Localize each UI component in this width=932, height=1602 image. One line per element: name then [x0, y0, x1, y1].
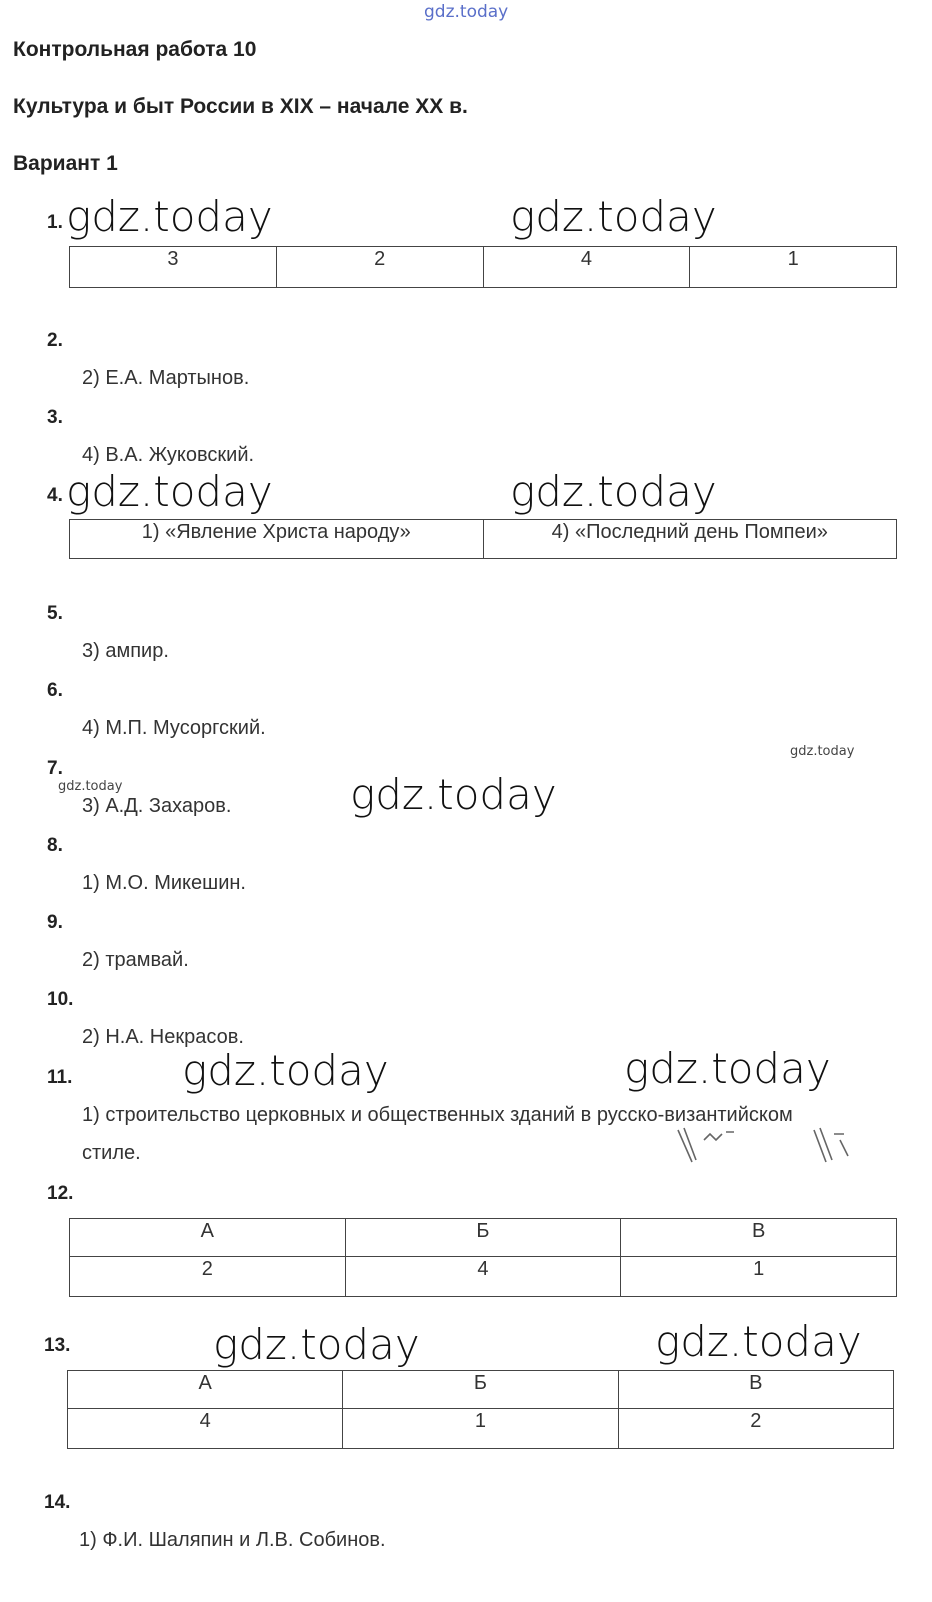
question-number-6: 6.: [47, 680, 63, 701]
watermark-big: gdz.today: [182, 1046, 389, 1095]
table-cell: 3: [70, 247, 277, 288]
answer-table-4: [69, 519, 897, 559]
watermark-big: gdz.today: [510, 192, 717, 241]
table-header-cell: А: [70, 1219, 346, 1257]
table-cell: 4: [345, 1257, 621, 1297]
question-number-13: 13.: [44, 1335, 71, 1356]
answer-text-5: 3) ампир.: [82, 640, 169, 662]
page-title: Контрольная работа 10: [13, 38, 257, 61]
table-cell: 2: [70, 1257, 346, 1297]
watermark-big: gdz.today: [655, 1317, 862, 1366]
table-header-cell: А: [68, 1371, 343, 1409]
table-header-cell: В: [618, 1371, 893, 1409]
answer-text-11-line2: стиле.: [82, 1142, 141, 1164]
question-number-5: 5.: [47, 603, 63, 624]
question-number-8: 8.: [47, 835, 63, 856]
question-number-1: 1.: [47, 212, 63, 233]
variant-label: Вариант 1: [13, 152, 118, 175]
answer-text-8: 1) М.О. Микешин.: [82, 872, 246, 894]
answer-text-10: 2) Н.А. Некрасов.: [82, 1026, 244, 1048]
watermark-big: gdz.today: [66, 192, 273, 241]
watermark-big: gdz.today: [66, 467, 273, 516]
scribble-mark: [674, 1122, 854, 1168]
answer-text-6: 4) М.П. Мусоргский.: [82, 717, 266, 739]
watermark-top: gdz.today: [424, 2, 509, 22]
table-header-cell: Б: [345, 1219, 621, 1257]
question-number-11: 11.: [47, 1067, 73, 1088]
question-number-14: 14.: [44, 1492, 71, 1513]
watermark-big: gdz.today: [510, 467, 717, 516]
table-header-cell: Б: [343, 1371, 618, 1409]
table-cell: 1: [343, 1409, 618, 1449]
table-cell: 2: [618, 1409, 893, 1449]
watermark-big: gdz.today: [624, 1044, 831, 1093]
answer-text-2: 2) Е.А. Мартынов.: [82, 367, 250, 389]
table-cell: 1: [690, 247, 897, 288]
question-number-12: 12.: [47, 1183, 74, 1204]
answer-text-3: 4) В.А. Жуковский.: [82, 444, 255, 466]
answer-text-14: 1) Ф.И. Шаляпин и Л.В. Собинов.: [79, 1529, 386, 1551]
table-cell: 1: [621, 1257, 897, 1297]
question-number-7: 7.: [47, 758, 63, 779]
question-number-4: 4.: [47, 485, 63, 506]
answer-text-7: 3) А.Д. Захаров.: [82, 795, 232, 817]
question-number-9: 9.: [47, 912, 63, 933]
answer-table-13: [67, 1370, 894, 1449]
question-number-2: 2.: [47, 330, 63, 351]
table-cell: 4: [483, 247, 690, 288]
watermark-small: gdz.today: [58, 779, 123, 794]
answer-table-1: [69, 246, 897, 288]
table-cell: 1) «Явление Христа народу»: [70, 520, 484, 559]
question-number-3: 3.: [47, 407, 63, 428]
page-subtitle: Культура и быт России в XIX – начале XX в.: [13, 95, 468, 118]
table-header-cell: В: [621, 1219, 897, 1257]
answer-text-9: 2) трамвай.: [82, 949, 189, 971]
answer-text-11-line1: 1) строительство церковных и общественных зданий в русско-византийском: [82, 1104, 793, 1126]
watermark-small: gdz.today: [790, 744, 855, 759]
watermark-big: gdz.today: [213, 1320, 420, 1369]
table-cell: 4) «Последний день Помпеи»: [483, 520, 897, 559]
question-number-10: 10.: [47, 989, 74, 1010]
watermark-big: gdz.today: [350, 770, 557, 819]
table-cell: 2: [276, 247, 483, 288]
answer-table-12: [69, 1218, 897, 1297]
table-cell: 4: [68, 1409, 343, 1449]
